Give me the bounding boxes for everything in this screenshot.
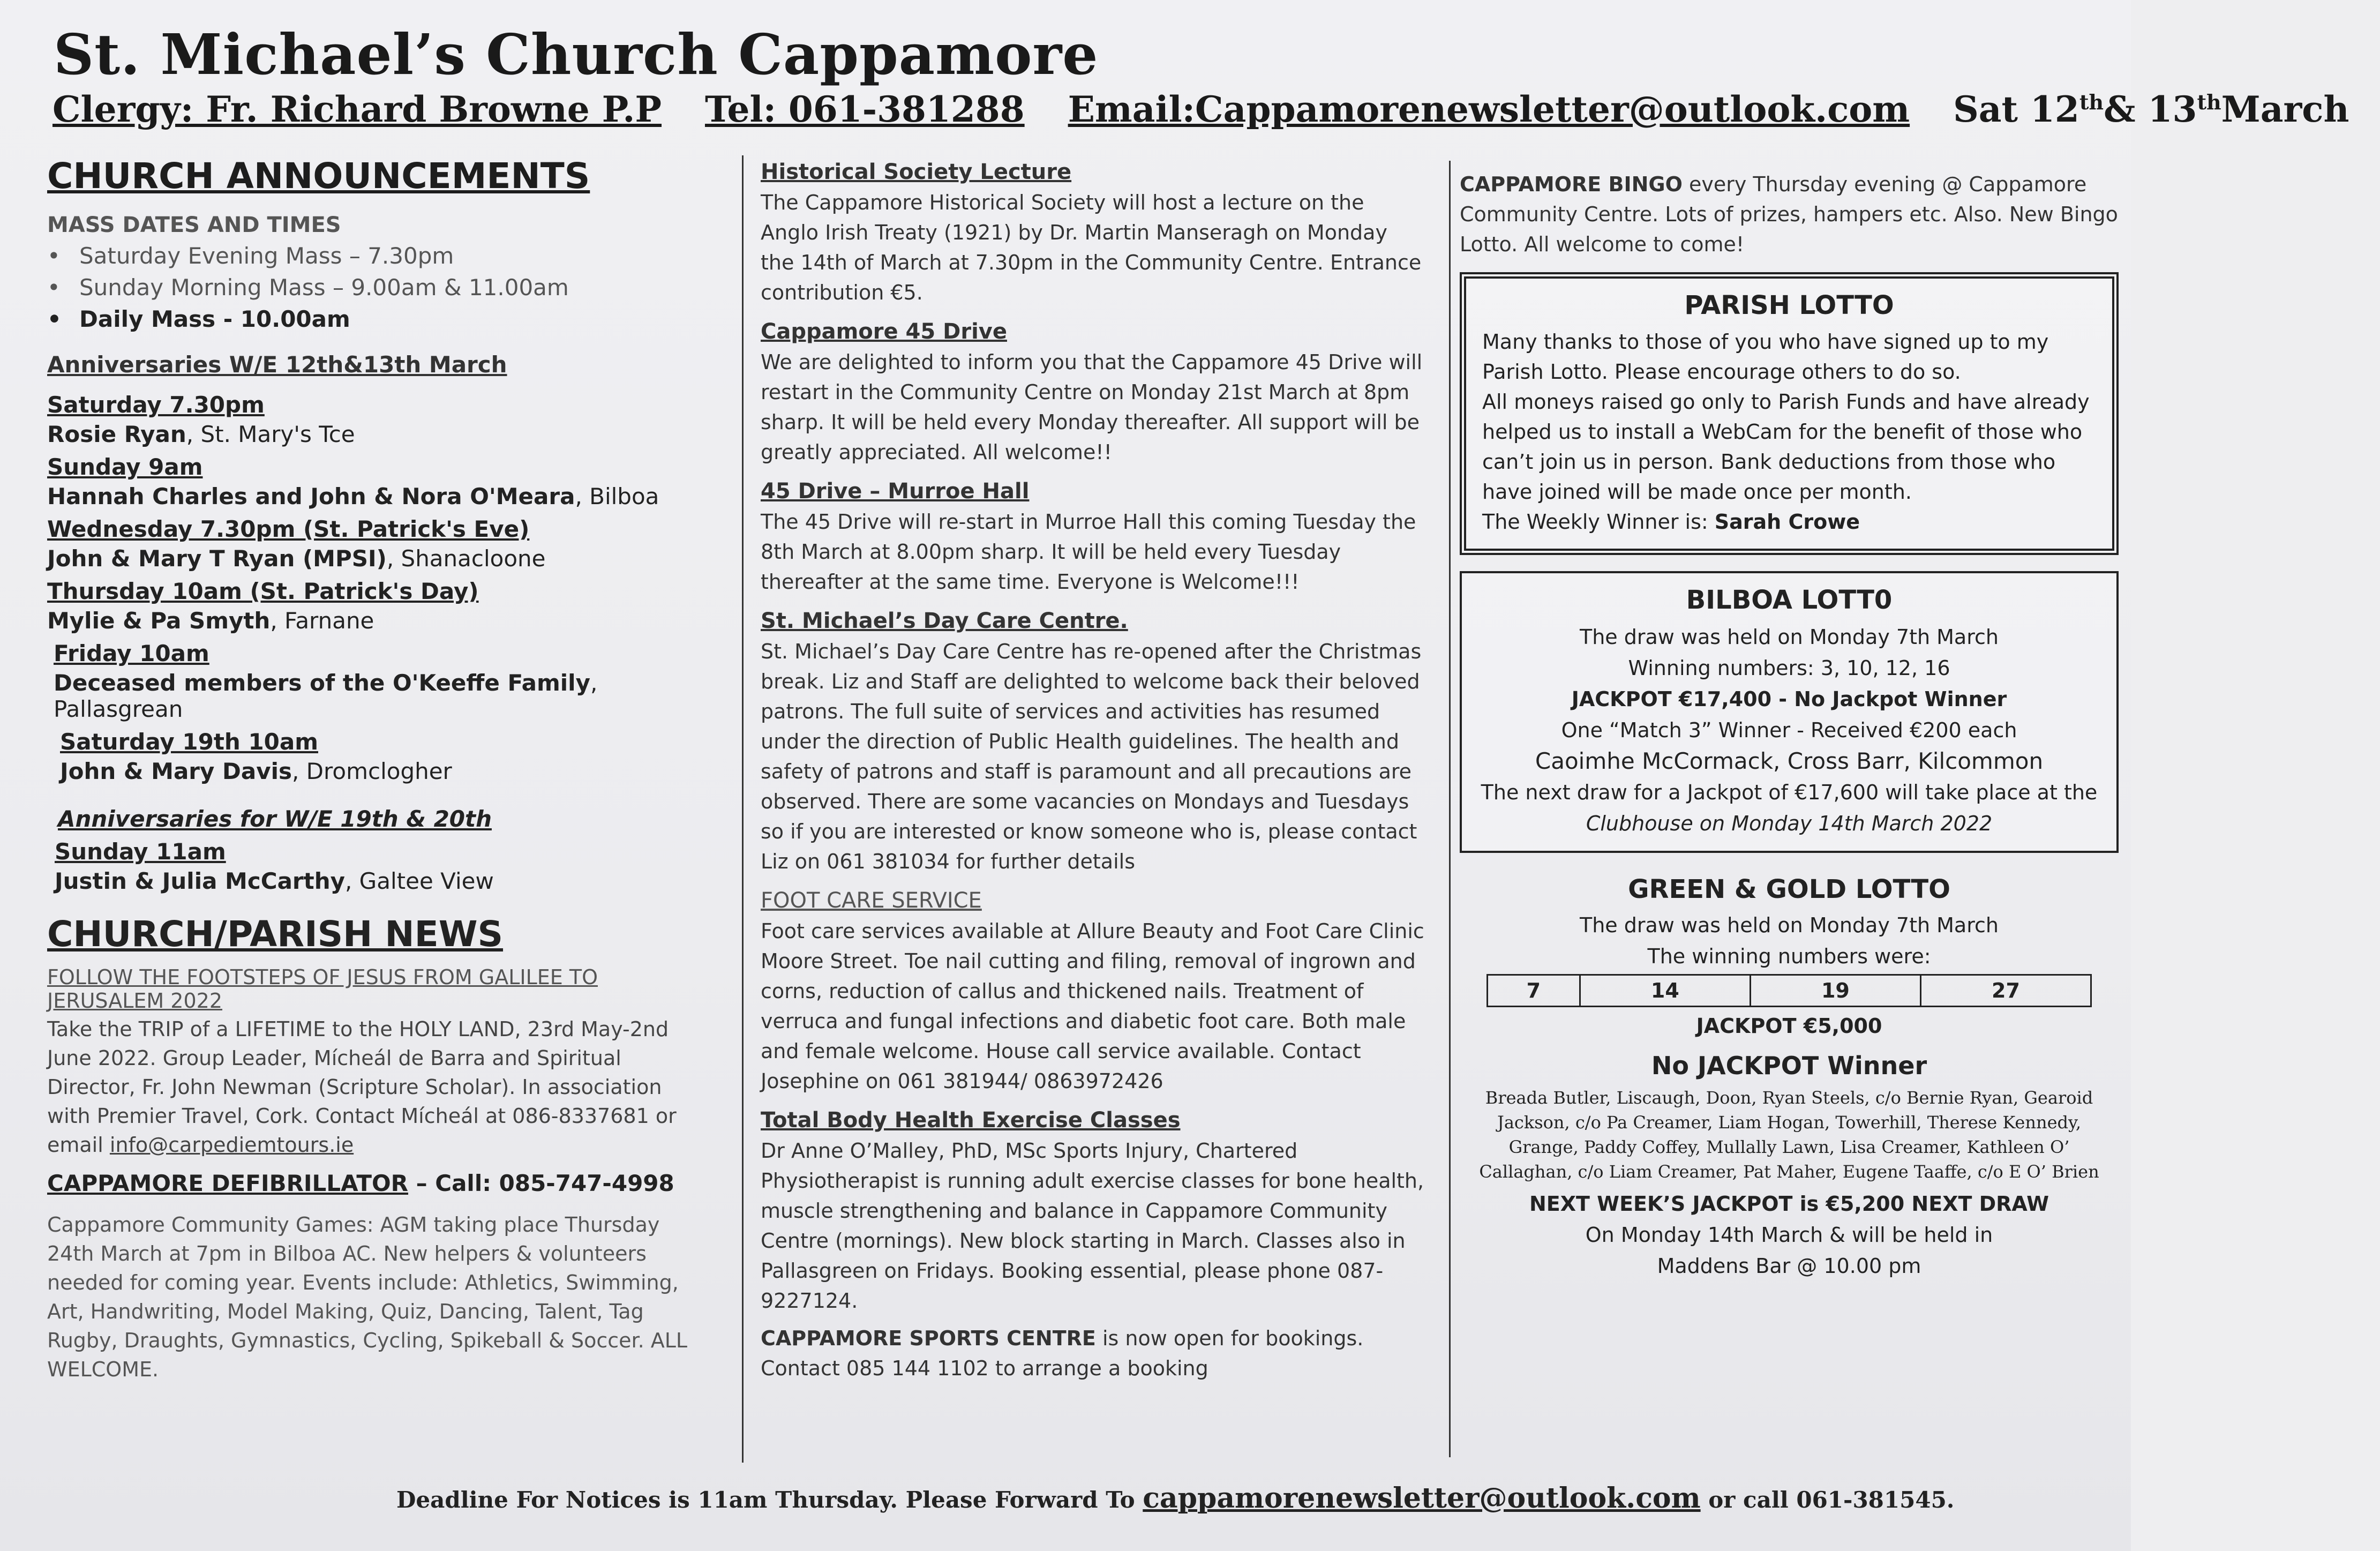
anniversaries-heading: Anniversaries W/E 12th&13th March — [47, 351, 507, 378]
issue-date: Sat 12th& 13thMarch — [1953, 88, 2349, 130]
page-title: St. Michael’s Church Cappamore — [54, 21, 1099, 87]
parish-news-heading: CHURCH/PARISH NEWS — [47, 913, 504, 955]
anniversaries-heading-2: Anniversaries for W/E 19th & 20th — [58, 806, 492, 832]
gg-number: 19 — [1750, 975, 1920, 1007]
history-body: The Cappamore Historical Society will host a lecture on the Anglo Irish Treaty (1921) by Dr. Martin Manseragh on Monday the 14th of March at 7.30pm in the Community Centre. Entrance contribution €5. — [761, 191, 1422, 304]
drive-body: We are delighted to inform you that the Cappamore 45 Drive will restart in the Community Centre on Monday 21st March at 8pm sharp. It will be held every Monday thereafter. All support will be greatly appreciated. All welcome!! — [761, 350, 1423, 464]
bilboa-lotto-box — [1460, 571, 2119, 853]
anniversary-entry: Thursday 10am (St. Patrick's Day) Mylie & Pa Smyth, Farnane — [47, 578, 479, 634]
gg-winners-list: Breada Butler, Liscaugh, Doon, Ryan Steels, c/o Bernie Ryan, Gearoid Jackson, c/o Pa Creamer, Liam Hogan, Towerhill, Therese Kennedy, Grange, Paddy Coffey, Mullally Lawn, Lisa Creamer, Kathleen O’ Callaghan, c/o Liam Creamer, Pat Maher, Eugene Taaffe, c/o E O’ Brien — [1479, 1088, 2099, 1182]
green-gold-title: GREEN & GOLD LOTTO — [1628, 874, 1950, 904]
footcare-body: Foot care services available at Allure Beauty and Foot Care Clinic Moore Street. Toe nail cutting and filing, removal of ingrown and corns, reduction of callus and thickened nails. Treatment of verruca and fungal infections and diabetic foot care. Both male and female welcome. House call service available. Contact Josephine on 061 381944/ 0863972426 — [761, 919, 1424, 1093]
masthead-contact-line — [52, 88, 2349, 130]
parish-lotto-box — [1460, 272, 2119, 555]
exercise-body: Dr Anne O’Malley, PhD, MSc Sports Injury, Chartered Physiotherapist is running adult exercise classes for bone health, muscle strengthening and balance in Cappamore Community Centre (mornings). New block starting in March. Classes also in Pallasgreen on Fridays. Booking essential, please phone 087-9227124. — [761, 1139, 1424, 1313]
community-games-body: Cappamore Community Games: AGM taking place Thursday 24th March at 7pm in Bilboa AC. New helpers & volunteers needed for coming year. Events include: Athletics, Swimming, Art, Handwriting, Model Making, Quiz, Dancing, Talent, Tag Rugby, Draughts, Gymnastics, Cycling, Spikeball & Soccer. ALL WELCOME. — [47, 1213, 688, 1381]
column-divider-2 — [1449, 161, 1451, 1457]
bilboa-jackpot: JACKPOT €17,400 - No Jackpot Winner — [1571, 687, 2007, 711]
footsteps-title: FOLLOW THE FOOTSTEPS OF JESUS FROM GALILEE TO JERUSALEM 2022 — [47, 965, 598, 1013]
gg-next: NEXT WEEK’S JACKPOT is €5,200 NEXT DRAW — [1529, 1192, 2049, 1216]
parish-lotto-body-1: Many thanks to those of you who have signed up to my Parish Lotto. Please encourage others to do so. — [1482, 330, 2049, 384]
mass-heading: MASS DATES AND TIMES — [47, 213, 341, 237]
tours-email-link[interactable]: info@carpediemtours.ie — [109, 1133, 354, 1157]
bilboa-match: One “Match 3” Winner - Received €200 each — [1561, 718, 2017, 742]
phone-link[interactable]: Tel: 061-381288 — [704, 88, 1025, 130]
anniversary-entry: Friday 10am Deceased members of the O'Keeffe Family, Pallasgrean — [54, 640, 598, 722]
mass-item: • Daily Mass - 10.00am — [79, 306, 711, 332]
bilboa-draw: The draw was held on Monday 7th March — [1580, 625, 1999, 649]
gg-next-2: On Monday 14th March & will be held in — [1585, 1223, 1993, 1247]
daycare-body: St. Michael’s Day Care Centre has re-opened after the Christmas break. Liz and Staff are delighted to welcome back their beloved patrons. The full suite of services and activities has resumed under the direction of Public Health guidelines. The health and safety of patrons and staff is paramount and all precautions are observed. There are some vacancies on Mondays and Tuesdays so if you are interested or know someone who is, please contact Liz on 061 381034 for further details — [761, 640, 1422, 873]
anniversary-entry: Sunday 11am Justin & Julia McCarthy, Galtee View — [55, 838, 494, 894]
murroe-title: 45 Drive – Murroe Hall — [761, 479, 1030, 504]
parish-lotto-winner: The Weekly Winner is: Sarah Crowe — [1482, 510, 1860, 534]
gg-next-3: Maddens Bar @ 10.00 pm — [1657, 1254, 1921, 1278]
history-title: Historical Society Lecture — [761, 160, 1072, 184]
mass-item: • Sunday Morning Mass – 9.00am & 11.00am — [79, 274, 711, 301]
email-link[interactable]: Email:Cappamorenewsletter@outlook.com — [1068, 88, 1910, 130]
parish-lotto-body-2: All moneys raised go only to Parish Funds and have already helped us to install a WebCam for the benefit of those who can’t join us in person. Bank deductions from those who have joined will be made once per month. — [1482, 390, 2090, 504]
gg-number: 27 — [1920, 975, 2091, 1007]
anniversary-entry: Saturday 7.30pm Rosie Ryan, St. Mary's Tce — [47, 392, 355, 447]
exercise-title: Total Body Health Exercise Classes — [761, 1108, 1181, 1133]
bilboa-next: The next draw for a Jackpot of €17,600 will take place at the — [1481, 781, 2098, 804]
deadline-footer: Deadline For Notices is 11am Thursday. Please Forward To cappamorenewsletter@outlook.com or call 061-381545. — [396, 1482, 1955, 1515]
column-divider-1 — [742, 155, 744, 1463]
daycare-title: St. Michael’s Day Care Centre. — [761, 609, 1128, 633]
footsteps-body: Take the TRIP of a LIFETIME to the HOLY LAND, 23rd May-2nd June 2022. Group Leader, Mícheál de Barra and Spiritual Director, Fr. John Newman (Scripture Scholar). In association with Premier Travel, Cork. Contact Mícheál at 086-8337681 or email info@carpediemtours.ie — [47, 1017, 677, 1157]
column-events — [761, 155, 1425, 1389]
gg-no-winner: No JACKPOT Winner — [1651, 1051, 1927, 1080]
footcare-title: FOOT CARE SERVICE — [761, 888, 982, 913]
murroe-body: The 45 Drive will re-start in Murroe Hall this coming Tuesday the 8th March at 8.00pm sharp. It will be held every Tuesday thereafter at the same time. Everyone is Welcome!!! — [761, 510, 1416, 594]
anniversary-entry: Sunday 9am Hannah Charles and John & Nora O'Meara, Bilboa — [47, 454, 659, 509]
bingo-notice: CAPPAMORE BINGO every Thursday evening @ Cappamore Community Centre. Lots of prizes, hampers etc. Also. New Bingo Lotto. All welcome to come! — [1460, 173, 2118, 256]
gg-numbers-label: The winning numbers were: — [1647, 945, 1931, 968]
bilboa-winner: Caoimhe McCormack, Cross Barr, Kilcommon — [1535, 748, 2044, 774]
column-lotto — [1460, 155, 2119, 1282]
parish-lotto-title: PARISH LOTTO — [1684, 290, 1894, 320]
gg-number: 14 — [1580, 975, 1750, 1007]
announcements-heading: CHURCH ANNOUNCEMENTS — [47, 155, 590, 197]
bilboa-lotto-title: BILBOA LOTT0 — [1686, 585, 1893, 615]
bilboa-numbers: Winning numbers: 3, 10, 12, 16 — [1628, 656, 1950, 680]
gg-number: 7 — [1488, 975, 1580, 1007]
bilboa-next-2: Clubhouse on Monday 14th March 2022 — [1586, 812, 1993, 835]
gg-numbers-table — [1486, 974, 2092, 1007]
drive-title: Cappamore 45 Drive — [761, 319, 1007, 344]
defibrillator-notice: CAPPAMORE DEFIBRILLATOR – Call: 085-747-4998 — [47, 1170, 674, 1196]
gg-draw: The draw was held on Monday 7th March — [1580, 913, 1999, 937]
anniversary-entry: Wednesday 7.30pm (St. Patrick's Eve) John & Mary T Ryan (MPSI), Shanacloone — [47, 516, 546, 572]
clergy-label: Clergy: Fr. Richard Browne P.P — [52, 88, 662, 130]
gg-jackpot: JACKPOT €5,000 — [1696, 1014, 1882, 1038]
mass-item: • Saturday Evening Mass – 7.30pm — [79, 243, 711, 269]
anniversary-entry: Saturday 19th 10am John & Mary Davis, Dromclogher — [60, 729, 452, 784]
footer-email-link[interactable]: cappamorenewsletter@outlook.com — [1143, 1482, 1701, 1515]
column-announcements — [47, 155, 711, 1395]
sports-centre-notice: CAPPAMORE SPORTS CENTRE is now open for bookings. Contact 085 144 1102 to arrange a booking — [761, 1327, 1364, 1380]
